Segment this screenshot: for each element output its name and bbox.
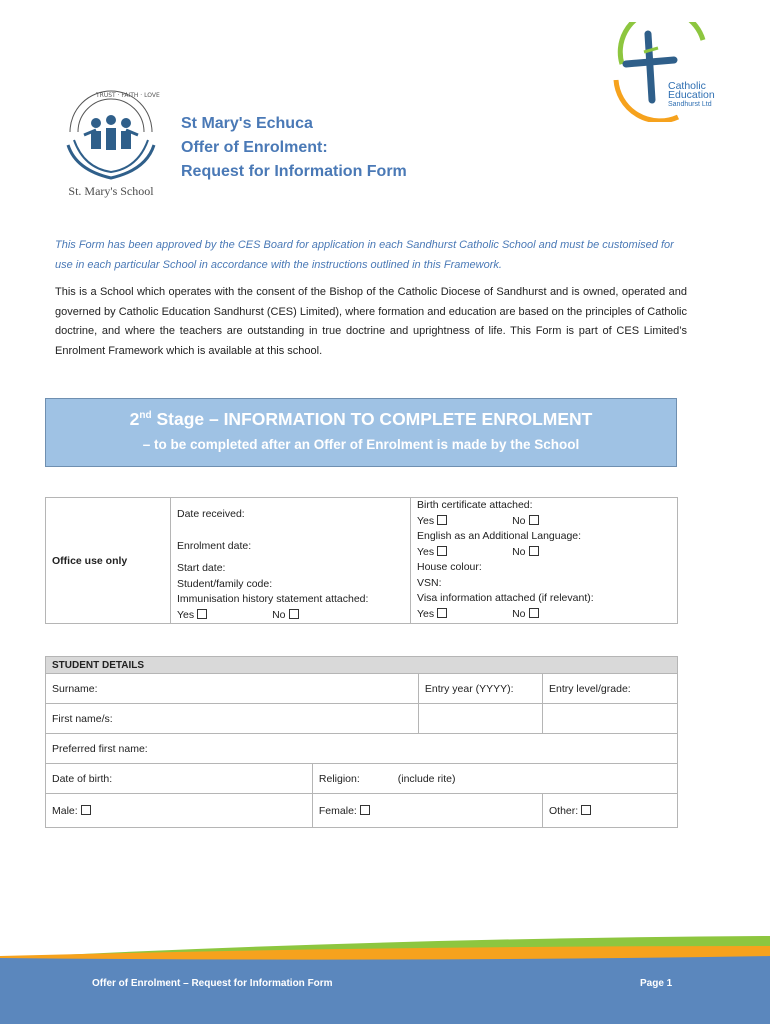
male-checkbox[interactable] <box>81 805 91 815</box>
entry-level-field[interactable]: Entry level/grade: <box>543 674 678 704</box>
office-use-label: Office use only <box>46 498 171 624</box>
preferred-name-field[interactable]: Preferred first name: <box>46 734 678 764</box>
stage-title: 2nd Stage – INFORMATION TO COMPLETE ENROLMENT <box>129 409 593 429</box>
office-use-table <box>45 497 678 624</box>
eal-options: Yes No <box>417 545 671 561</box>
intro-paragraph: This is a School which operates with the consent of the Bishop of the Catholic Diocese of Sandhurst and is owned, operated and governed by Catholic Education Sandhurst (CES) Limited), where formation and education are based on the principles of Catholic doctrine, and where the teachers are outstanding in true doctrine and uprightness of life. This Form is part of CES Limited’s Enrolment Framework which is available at this school. <box>55 286 687 357</box>
first-name-extra-cell-2 <box>543 704 678 734</box>
dob-field[interactable]: Date of birth: <box>46 764 313 794</box>
entry-year-field[interactable]: Entry year (YYYY): <box>418 674 542 704</box>
office-left-column <box>171 498 411 624</box>
birth-cert-options: Yes No <box>417 514 671 530</box>
visa-yes-checkbox[interactable] <box>437 608 447 618</box>
other-option: Other: <box>542 794 677 828</box>
birth-cert-yes-checkbox[interactable] <box>437 515 447 525</box>
other-checkbox[interactable] <box>581 805 591 815</box>
school-crest-icon <box>56 90 166 185</box>
title-line-1: St Mary's Echuca <box>181 115 313 132</box>
footer-wave-icon <box>0 928 770 1024</box>
immunisation-options: Yes No <box>177 608 404 624</box>
page-title <box>181 112 407 184</box>
immunisation-no-checkbox[interactable] <box>289 609 299 619</box>
title-line-3: Request for Information Form <box>181 163 407 180</box>
visa-options: Yes No <box>417 607 671 623</box>
surname-field[interactable]: Surname: <box>46 674 419 704</box>
student-family-code-field[interactable]: Student/family code: <box>177 577 273 590</box>
visa-no-checkbox[interactable] <box>529 608 539 618</box>
immunisation-label: Immunisation history statement attached: <box>177 593 369 605</box>
house-colour-field[interactable]: House colour: <box>417 561 482 573</box>
eal-label: English as an Additional Language: <box>417 530 582 542</box>
office-right-column <box>411 498 678 624</box>
eal-yes-checkbox[interactable] <box>437 546 447 556</box>
male-option: Male: <box>46 794 313 828</box>
school-logo <box>56 90 166 202</box>
immunisation-yes-checkbox[interactable] <box>197 609 207 619</box>
crest-motto: TRUST · FAITH · LOVE <box>96 92 160 99</box>
footer-banner <box>0 928 770 1024</box>
page-number: Page 1 <box>640 978 673 989</box>
vsn-field[interactable]: VSN: <box>417 576 442 589</box>
eal-no-checkbox[interactable] <box>529 546 539 556</box>
visa-label: Visa information attached (if relevant): <box>417 592 594 604</box>
female-option: Female: <box>312 794 542 828</box>
footer-title: Offer of Enrolment – Request for Information Form <box>92 978 333 989</box>
school-name: St. Mary's School <box>68 184 154 198</box>
birth-cert-label: Birth certificate attached: <box>417 499 533 511</box>
ces-logo <box>608 22 728 122</box>
enrolment-date-field[interactable]: Enrolment date: <box>177 540 252 552</box>
first-name-field[interactable]: First name/s: <box>46 704 419 734</box>
female-checkbox[interactable] <box>360 805 370 815</box>
stage-subtitle: – to be completed after an Offer of Enrolment is made by the School <box>142 437 580 452</box>
student-details-table <box>45 656 678 828</box>
ces-wordmark: Catholic Education Sandhurst Ltd <box>668 80 715 108</box>
start-date-field[interactable]: Start date: <box>177 562 226 574</box>
approval-note: This Form has been approved by the CES Board for application in each Sandhurst Catholic School and must be customised for use in each particular School in accordance with the instructions outlined in this Framework. <box>55 239 674 271</box>
date-received-field[interactable]: Date received: <box>177 508 245 520</box>
birth-cert-no-checkbox[interactable] <box>529 515 539 525</box>
first-name-extra-cell <box>418 704 542 734</box>
student-details-heading: STUDENT DETAILS <box>46 657 678 674</box>
stage-banner <box>45 398 677 467</box>
religion-field[interactable]: Religion: (include rite) <box>312 764 677 794</box>
title-line-2: Offer of Enrolment: <box>181 139 328 156</box>
